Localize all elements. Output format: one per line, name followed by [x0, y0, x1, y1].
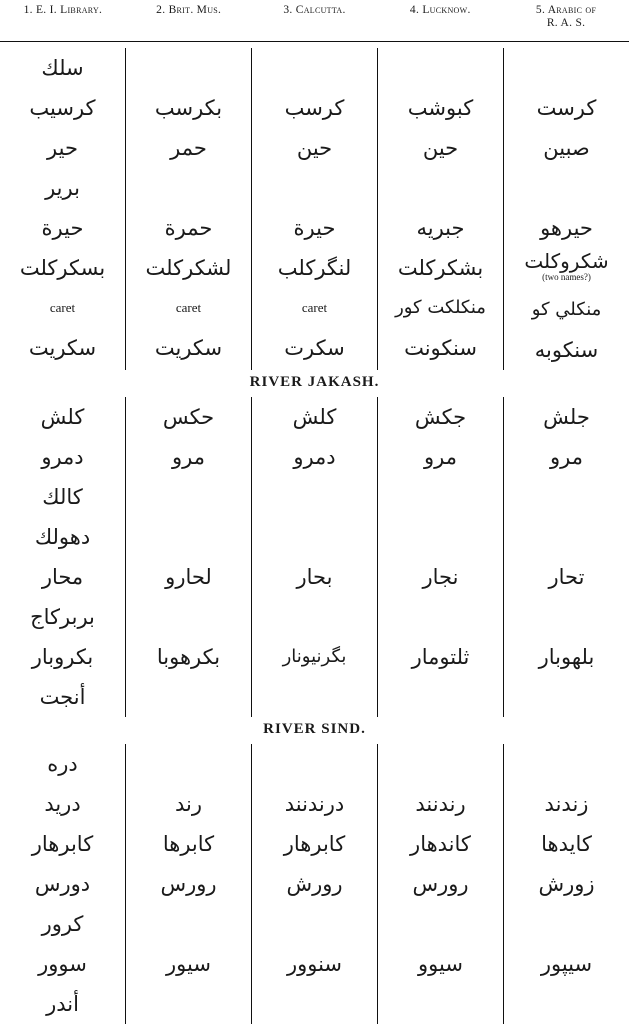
table-cell: زورش [538, 872, 595, 896]
table-cell: درندنند [284, 792, 345, 816]
table-cell: لنگركلب [277, 256, 352, 280]
table-cell-empty [504, 477, 629, 517]
table-cell: زندند [544, 792, 589, 816]
table-cell: سكريت [28, 336, 97, 360]
table-cell: حيرة [293, 216, 336, 240]
table-cell: محار [41, 565, 84, 589]
table-cell: سكرت [284, 336, 345, 360]
table-cell-empty [378, 744, 503, 784]
table-cell: حين [296, 136, 333, 160]
section-caption: RIVER JAKASH. [249, 374, 380, 390]
table-cell: جكش [414, 405, 467, 429]
table-column [125, 397, 251, 717]
table-column [503, 397, 629, 717]
table-cell: كبوشب [407, 96, 474, 120]
table-column [251, 48, 377, 370]
table-cell-empty [378, 168, 503, 208]
table-cell-empty [504, 744, 629, 784]
table-cell: حمرة [164, 216, 213, 240]
table-cell-empty [126, 984, 251, 1024]
column-header-4 [377, 0, 503, 41]
column-header-2-label: Brit. Mus. [168, 4, 222, 16]
table-cell-empty [126, 597, 251, 637]
column-header-1-number: 1. [23, 4, 33, 16]
table-cell: بكرهوبا [156, 645, 221, 669]
table-cell: لشكركلت [145, 256, 232, 280]
table-cell: ثلتومار [411, 645, 470, 669]
table-header-row [0, 0, 629, 42]
table-section [0, 48, 629, 370]
table-cell: caret [49, 300, 76, 315]
table-cell-empty [378, 677, 503, 717]
table-cell: جبريه [416, 216, 465, 240]
table-cell-empty [252, 48, 377, 88]
table-cell: رورس [412, 872, 469, 896]
table-cell-empty [126, 744, 251, 784]
column-header-2-number: 2. [156, 4, 166, 16]
table-cell-empty [504, 597, 629, 637]
table-cell: برير [45, 176, 80, 200]
table-cell-note: (two names?) [542, 272, 591, 282]
column-header-5 [503, 0, 629, 41]
table-cell: منكلكت كور [395, 297, 486, 318]
table-cell: دره [47, 752, 78, 776]
table-cell: بكرسب [154, 96, 223, 120]
table-cell: كابرهار [283, 832, 346, 856]
table-cell: سيوو [418, 952, 463, 976]
column-header-5-label-line2: R. A. S. [546, 17, 586, 29]
table-cell-empty [126, 517, 251, 557]
table-cell: صبين [543, 136, 590, 160]
table-cell: سوور [38, 952, 87, 976]
table-cell: سنكونت [404, 336, 477, 360]
table-cell-empty [504, 517, 629, 557]
table-cell: كرسيب [29, 96, 96, 120]
table-cell: حيرهو [540, 216, 593, 240]
table-cell: رورس [160, 872, 217, 896]
table-cell: caret [301, 300, 328, 315]
table-cell: حمر [170, 136, 207, 160]
table-cell: بشكركلت [397, 256, 484, 280]
table-cell: مرو [172, 445, 205, 469]
table-cell: كلش [40, 405, 85, 429]
table-cell: كلش [292, 405, 337, 429]
table-section [0, 744, 629, 1024]
table-column [251, 744, 377, 1024]
table-cell-text: شكروكلت [524, 249, 609, 273]
column-header-2 [126, 0, 252, 41]
table-cell-empty [378, 904, 503, 944]
table-cell: كابرها [162, 832, 215, 856]
table-cell: منكلي كو [531, 299, 602, 320]
table-column [0, 397, 125, 717]
table-cell: بسكركلت [19, 256, 106, 280]
table-column [377, 48, 503, 370]
table-cell: كرسب [284, 96, 345, 120]
table-cell-empty [126, 904, 251, 944]
table-cell-empty [252, 984, 377, 1024]
table-cell: بلهوبار [538, 645, 595, 669]
table-cell: سنوور [286, 952, 343, 976]
column-header-1 [0, 0, 126, 41]
table-cell: سكريت [154, 336, 223, 360]
table-cell: بكروبار [31, 645, 94, 669]
column-header-3 [252, 0, 378, 41]
table-cell-empty [252, 168, 377, 208]
table-cell-empty [504, 48, 629, 88]
table-cell-empty [504, 168, 629, 208]
table-column [125, 48, 251, 370]
table-column [0, 48, 125, 370]
table-cell-empty [504, 984, 629, 1024]
column-header-3-label: Calcutta. [295, 4, 346, 16]
table-column [503, 48, 629, 370]
table-cell: سلك [41, 56, 84, 80]
table-cell: حيرة [41, 216, 84, 240]
table-cell: دمرو [293, 445, 336, 469]
table-column [0, 744, 125, 1024]
table-cell: مرو [424, 445, 457, 469]
table-cell-empty [252, 517, 377, 557]
table-cell: دهولك [34, 525, 91, 549]
table-cell-empty [126, 48, 251, 88]
table-cell: كابرهار [31, 832, 94, 856]
table-section [0, 397, 629, 717]
table-column [377, 744, 503, 1024]
table-cell-empty [378, 984, 503, 1024]
table-cell: حكس [162, 405, 215, 429]
table-cell: لحارو [165, 565, 212, 589]
table-cell: سنكوبه [534, 338, 599, 362]
column-header-5-number: 5. [535, 4, 546, 16]
table-cell-empty [504, 677, 629, 717]
table-cell-empty [252, 597, 377, 637]
table-cell-empty [378, 597, 503, 637]
table-cell-empty [126, 477, 251, 517]
table-cell: نجار [422, 565, 459, 589]
table-cell: أندر [46, 992, 79, 1016]
table-cell: حين [422, 136, 459, 160]
table-cell-empty [126, 677, 251, 717]
table-cell-empty [378, 477, 503, 517]
table-cell: تحار [548, 565, 585, 589]
table-cell: رندنند [415, 792, 466, 816]
section-caption: RIVER SIND. [263, 721, 366, 737]
column-header-4-label: Lucknow. [422, 4, 471, 16]
table-sections [0, 42, 629, 1024]
table-cell-empty [378, 48, 503, 88]
table-cell: دورس [34, 872, 91, 896]
table-cell: رورش [286, 872, 343, 896]
table-cell: كالك [42, 485, 83, 509]
table-column [251, 397, 377, 717]
column-header-4-number: 4. [409, 4, 420, 16]
table-cell: حير [47, 136, 78, 160]
table-cell: كرور [41, 912, 84, 936]
column-header-5-label: Arabic of [547, 4, 597, 16]
table-column [125, 744, 251, 1024]
table-cell-empty [504, 904, 629, 944]
table-cell: كاندهار [410, 832, 471, 856]
table-cell-empty [126, 168, 251, 208]
column-header-3-number: 3. [283, 4, 293, 16]
table-cell: كايدها [541, 832, 592, 856]
table-cell: أنجت [39, 685, 86, 709]
table-cell-empty [252, 904, 377, 944]
table-cell: سيور [166, 952, 211, 976]
table-cell-empty [252, 744, 377, 784]
table-cell-empty [378, 517, 503, 557]
column-header-1-label: E. I. Library. [35, 4, 103, 16]
table-cell: رند [174, 792, 202, 816]
table-cell: مرو [550, 445, 583, 469]
table-cell: بحار [296, 565, 333, 589]
table-cell [504, 248, 629, 290]
table-cell: كرست [536, 96, 597, 120]
table-cell: caret [175, 300, 202, 315]
table-cell: دمرو [41, 445, 84, 469]
table-cell: دريد [44, 792, 81, 816]
table-cell: بربركاج [30, 605, 95, 629]
table-cell: سيپور [540, 952, 593, 976]
table-cell: جلش [543, 405, 590, 429]
table-cell: بگرنيونار [282, 646, 347, 667]
table-column [503, 744, 629, 1024]
table-column [377, 397, 503, 717]
table-cell-empty [252, 477, 377, 517]
table-cell-empty [252, 677, 377, 717]
